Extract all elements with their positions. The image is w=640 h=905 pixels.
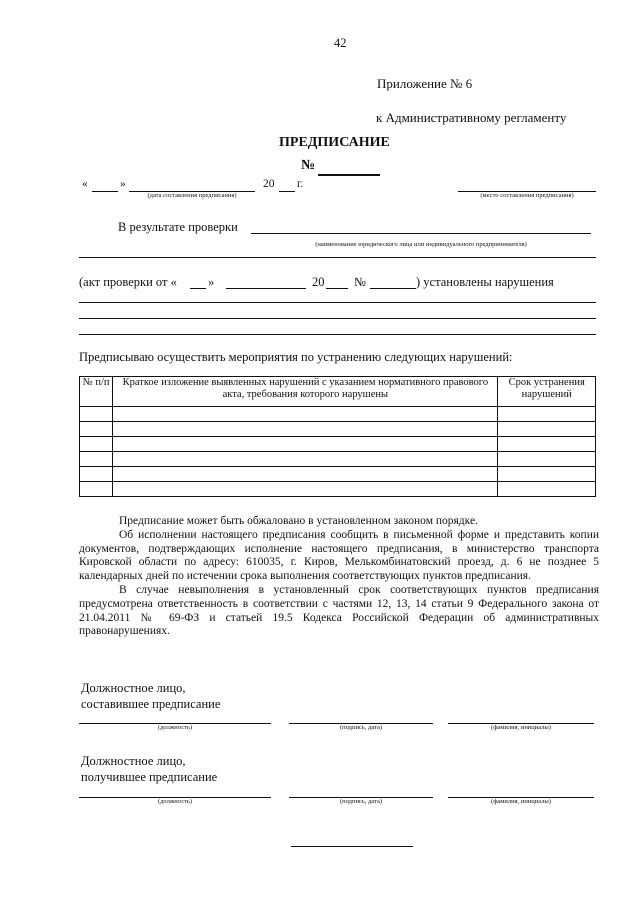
violations-blank-1 xyxy=(79,302,596,303)
number-label: № xyxy=(301,158,316,173)
year-blank xyxy=(279,191,295,192)
date-caption: (дата составления предписания) xyxy=(147,192,237,199)
table-cell xyxy=(113,482,498,497)
table-cell xyxy=(113,422,498,437)
appendix-title: Приложение № 6 xyxy=(377,76,473,91)
signer-2-position-caption: (должность) xyxy=(157,798,193,805)
act-year: 20 xyxy=(312,275,325,289)
body-text xyxy=(79,515,599,639)
table-row xyxy=(80,452,596,467)
inspection-caption: (наименование юридического лица или индивидуального предпринимателя) xyxy=(315,241,527,248)
table-row xyxy=(80,407,596,422)
violations-blank-3 xyxy=(79,334,596,335)
inspection-blank xyxy=(251,233,591,234)
header-deadline: Срок устранения нарушений xyxy=(498,377,596,407)
table-row xyxy=(80,482,596,497)
paragraph-liability: В случае невыполнения в установленный срок соответствующих пунктов предписания предусмотрена ответственность в соответствии с частями 12, 13, 14 статьи 9 Федерального закона от 21.04.2011 № 69-ФЗ и статьей 19.5 Кодекса Российской Федерации об административных правонарушениях. xyxy=(79,583,599,638)
act-quote-close: » xyxy=(208,275,215,289)
date-open-quote: « xyxy=(82,178,88,190)
signer-1-line1: Должностное лицо, xyxy=(81,681,186,695)
table-row xyxy=(80,422,596,437)
table-cell xyxy=(113,467,498,482)
signer-2-line1: Должностное лицо, xyxy=(81,754,186,768)
year-prefix: 20 xyxy=(263,178,275,190)
table-cell xyxy=(80,422,113,437)
number-blank xyxy=(318,174,380,176)
table-cell xyxy=(80,467,113,482)
act-number-blank xyxy=(370,288,416,289)
act-day-blank xyxy=(190,288,206,289)
appendix-subtitle: к Административному регламенту xyxy=(376,110,567,125)
header-description: Краткое изложение выявленных нарушений с указанием нормативного правового акта, требования которого нарушены xyxy=(113,377,498,407)
table-cell xyxy=(80,452,113,467)
act-year-blank xyxy=(326,288,348,289)
signer-1-position-caption: (должность) xyxy=(157,724,193,731)
table-cell xyxy=(80,407,113,422)
signer-2-line2: получившее предписание xyxy=(81,770,218,784)
signer-1-name-caption: (фамилия, инициалы) xyxy=(491,724,551,731)
table-cell xyxy=(498,482,596,497)
header-number: № п/п xyxy=(80,377,113,407)
signer-1-line2: составившее предписание xyxy=(81,697,221,711)
signer-1-signature-caption: (подпись, дата) xyxy=(339,724,383,731)
table-cell xyxy=(80,482,113,497)
instruction-text: Предписываю осуществить мероприятия по устранению следующих нарушений: xyxy=(79,350,513,364)
date-close-quote: » xyxy=(120,178,126,190)
page-number: 42 xyxy=(334,36,347,50)
table-cell xyxy=(113,452,498,467)
signer-2-signature-caption: (подпись, дата) xyxy=(339,798,383,805)
paragraph-execution: Об исполнении настоящего предписания сообщить в письменной форме и представить копии документов, подтверждающих исполнение настоящего предписания, в министерство транспорта Кировской области по адресу: 610035, г. Киров, Мелькомбинатовский проезд, д. 6 не позднее 5 календарных дней по истечении срока выполнения соответствующих пунктов предписания. xyxy=(79,528,599,583)
table-cell xyxy=(80,437,113,452)
day-blank xyxy=(92,191,118,192)
document-title: ПРЕДПИСАНИЕ xyxy=(279,135,390,150)
violations-blank-2 xyxy=(79,318,596,319)
inspection-label: В результате проверки xyxy=(118,220,238,234)
act-prefix: (акт проверки от « xyxy=(79,275,177,289)
table-row xyxy=(80,437,596,452)
table-cell xyxy=(498,407,596,422)
closing-divider xyxy=(291,846,413,847)
table-row xyxy=(80,467,596,482)
act-number-label: № xyxy=(354,275,366,289)
table-cell xyxy=(498,422,596,437)
place-caption: (место составления предписания) xyxy=(480,192,574,199)
table-header-row xyxy=(80,377,596,407)
table-cell xyxy=(113,437,498,452)
act-month-blank xyxy=(226,288,306,289)
table-cell xyxy=(498,452,596,467)
violations-table xyxy=(79,376,596,497)
inspection-blank-2 xyxy=(79,257,596,258)
paragraph-appeal: Предписание может быть обжаловано в установленном законом порядке. xyxy=(119,515,478,527)
table-cell xyxy=(498,467,596,482)
table-cell xyxy=(113,407,498,422)
act-suffix: ) установлены нарушения xyxy=(416,275,554,289)
table-cell xyxy=(498,437,596,452)
year-suffix: г. xyxy=(297,178,304,190)
signer-2-name-caption: (фамилия, инициалы) xyxy=(491,798,551,805)
